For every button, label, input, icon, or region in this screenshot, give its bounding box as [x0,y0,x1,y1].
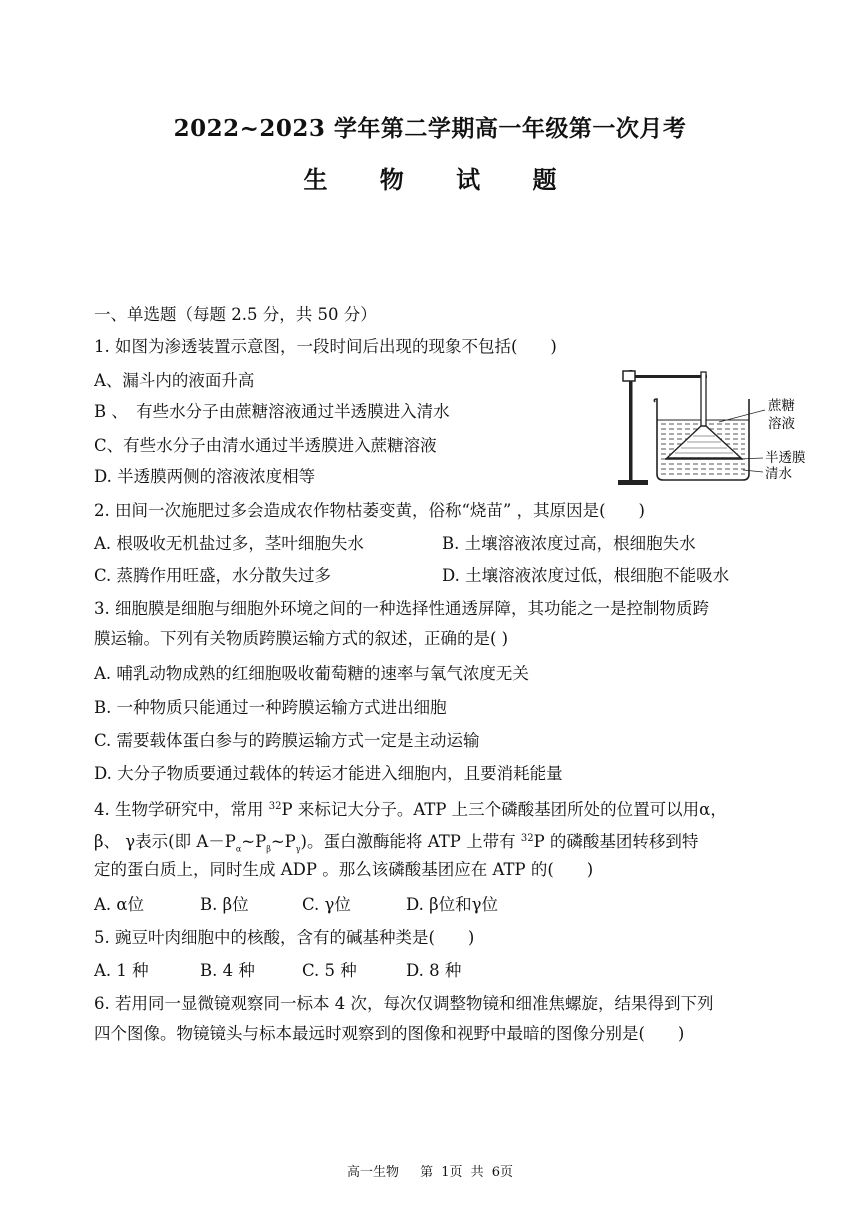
q6-stem-line-2: 四个图像。物镜镜头与标本最远时观察到的图像和视野中最暗的图像分别是( ) [94,1024,685,1043]
q6-stem-line-1: 6. 若用同一显微镜观察同一标本 4 次，每次仅调整物镜和细准焦螺旋，结果得到下列 [94,994,714,1013]
q1-option-a: A、漏斗内的液面升高 [94,371,255,390]
q1-option-c: C、有些水分子由清水通过半透膜进入蔗糖溶液 [94,436,437,455]
q2-option-c: C. 蒸腾作用旺盛，水分散失过多 [94,566,332,585]
q1-stem: 1. 如图为渗透装置示意图，一段时间后出现的现象不包括( ) [94,337,557,356]
q4-option-c: C. γ位 [302,895,351,914]
osmosis-apparatus-figure [615,362,825,492]
q3-option-c: C. 需要载体蛋白参与的跨膜运输方式一定是主动运输 [94,731,480,750]
label-water: 清水 [765,466,792,482]
q1-option-d: D. 半透膜两侧的溶液浓度相等 [94,467,316,486]
exam-title: 2022~2023 学年第二学期高一年级第一次月考 [173,115,687,142]
q2-option-a: A. 根吸收无机盐过多，茎叶细胞失水 [94,534,364,553]
q4-option-d: D. β位和γ位 [406,895,499,914]
label-sugar-1: 蔗糖 [768,398,795,414]
q3-stem-line-2: 膜运输。下列有关物质跨膜运输方式的叙述，正确的是( ) [94,629,509,648]
q4-stem-line-1: 4. 生物学研究中，常用 $^{32}$P 来标记大分子。ATP 上三个磷酸基团所处的位置可以用α， [94,800,727,819]
q5-option-d: D. 8 种 [406,961,462,980]
q3-stem-line-1: 3. 细胞膜是细胞与细胞外环境之间的一种选择性通透屏障，其功能之一是控制物质跨 [94,599,709,618]
q5-option-a: A. 1 种 [94,961,149,980]
q2-stem: 2. 田间一次施肥过多会造成农作物枯萎变黄，俗称“烧苗” ，其原因是( ) [94,501,645,520]
q5-option-c: C. 5 种 [302,961,357,980]
q3-option-d: D. 大分子物质要通过载体的转运才能进入细胞内，且要消耗能量 [94,764,563,783]
page-footer: 高一生物 第 1页 共 6页 [346,1165,514,1180]
q5-stem: 5. 豌豆叶肉细胞中的核酸，含有的碱基种类是( ) [94,928,475,947]
q4-option-a: A. α位 [94,895,145,914]
q2-option-b: B. 土壤溶液浓度过高，根细胞失水 [442,534,696,553]
q4-option-b: B. β位 [200,895,249,914]
q4-stem-line-2: β、 γ表示(即 $A-P_\alpha\sim P_\beta\sim P_\gamma$)。蛋白激酶能将 ATP 上带有 $^{32}$P 的磷酸基团转移到特 [94,832,699,854]
q1-option-b: B 、 有些水分子由蔗糖溶液通过半透膜进入清水 [94,402,450,421]
section-heading: 一、单选题（每题 2.5 分，共 50 分） [94,305,377,324]
q3-option-a: A. 哺乳动物成熟的红细胞吸收葡萄糖的速率与氧气浓度无关 [94,664,529,683]
q3-option-b: B. 一种物质只能通过一种跨膜运输方式进出细胞 [94,698,447,717]
label-membrane: 半透膜 [765,450,806,466]
q2-option-d: D. 土壤溶液浓度过低，根细胞不能吸水 [442,566,730,585]
exam-subtitle: 生 物 试 题 [303,165,579,194]
q5-option-b: B. 4 种 [200,961,255,980]
label-sugar-2: 溶液 [768,416,795,432]
q4-stem-line-3: 定的蛋白质上，同时生成 ADP 。那么该磷酸基团应在 ATP 的( ) [94,860,594,879]
